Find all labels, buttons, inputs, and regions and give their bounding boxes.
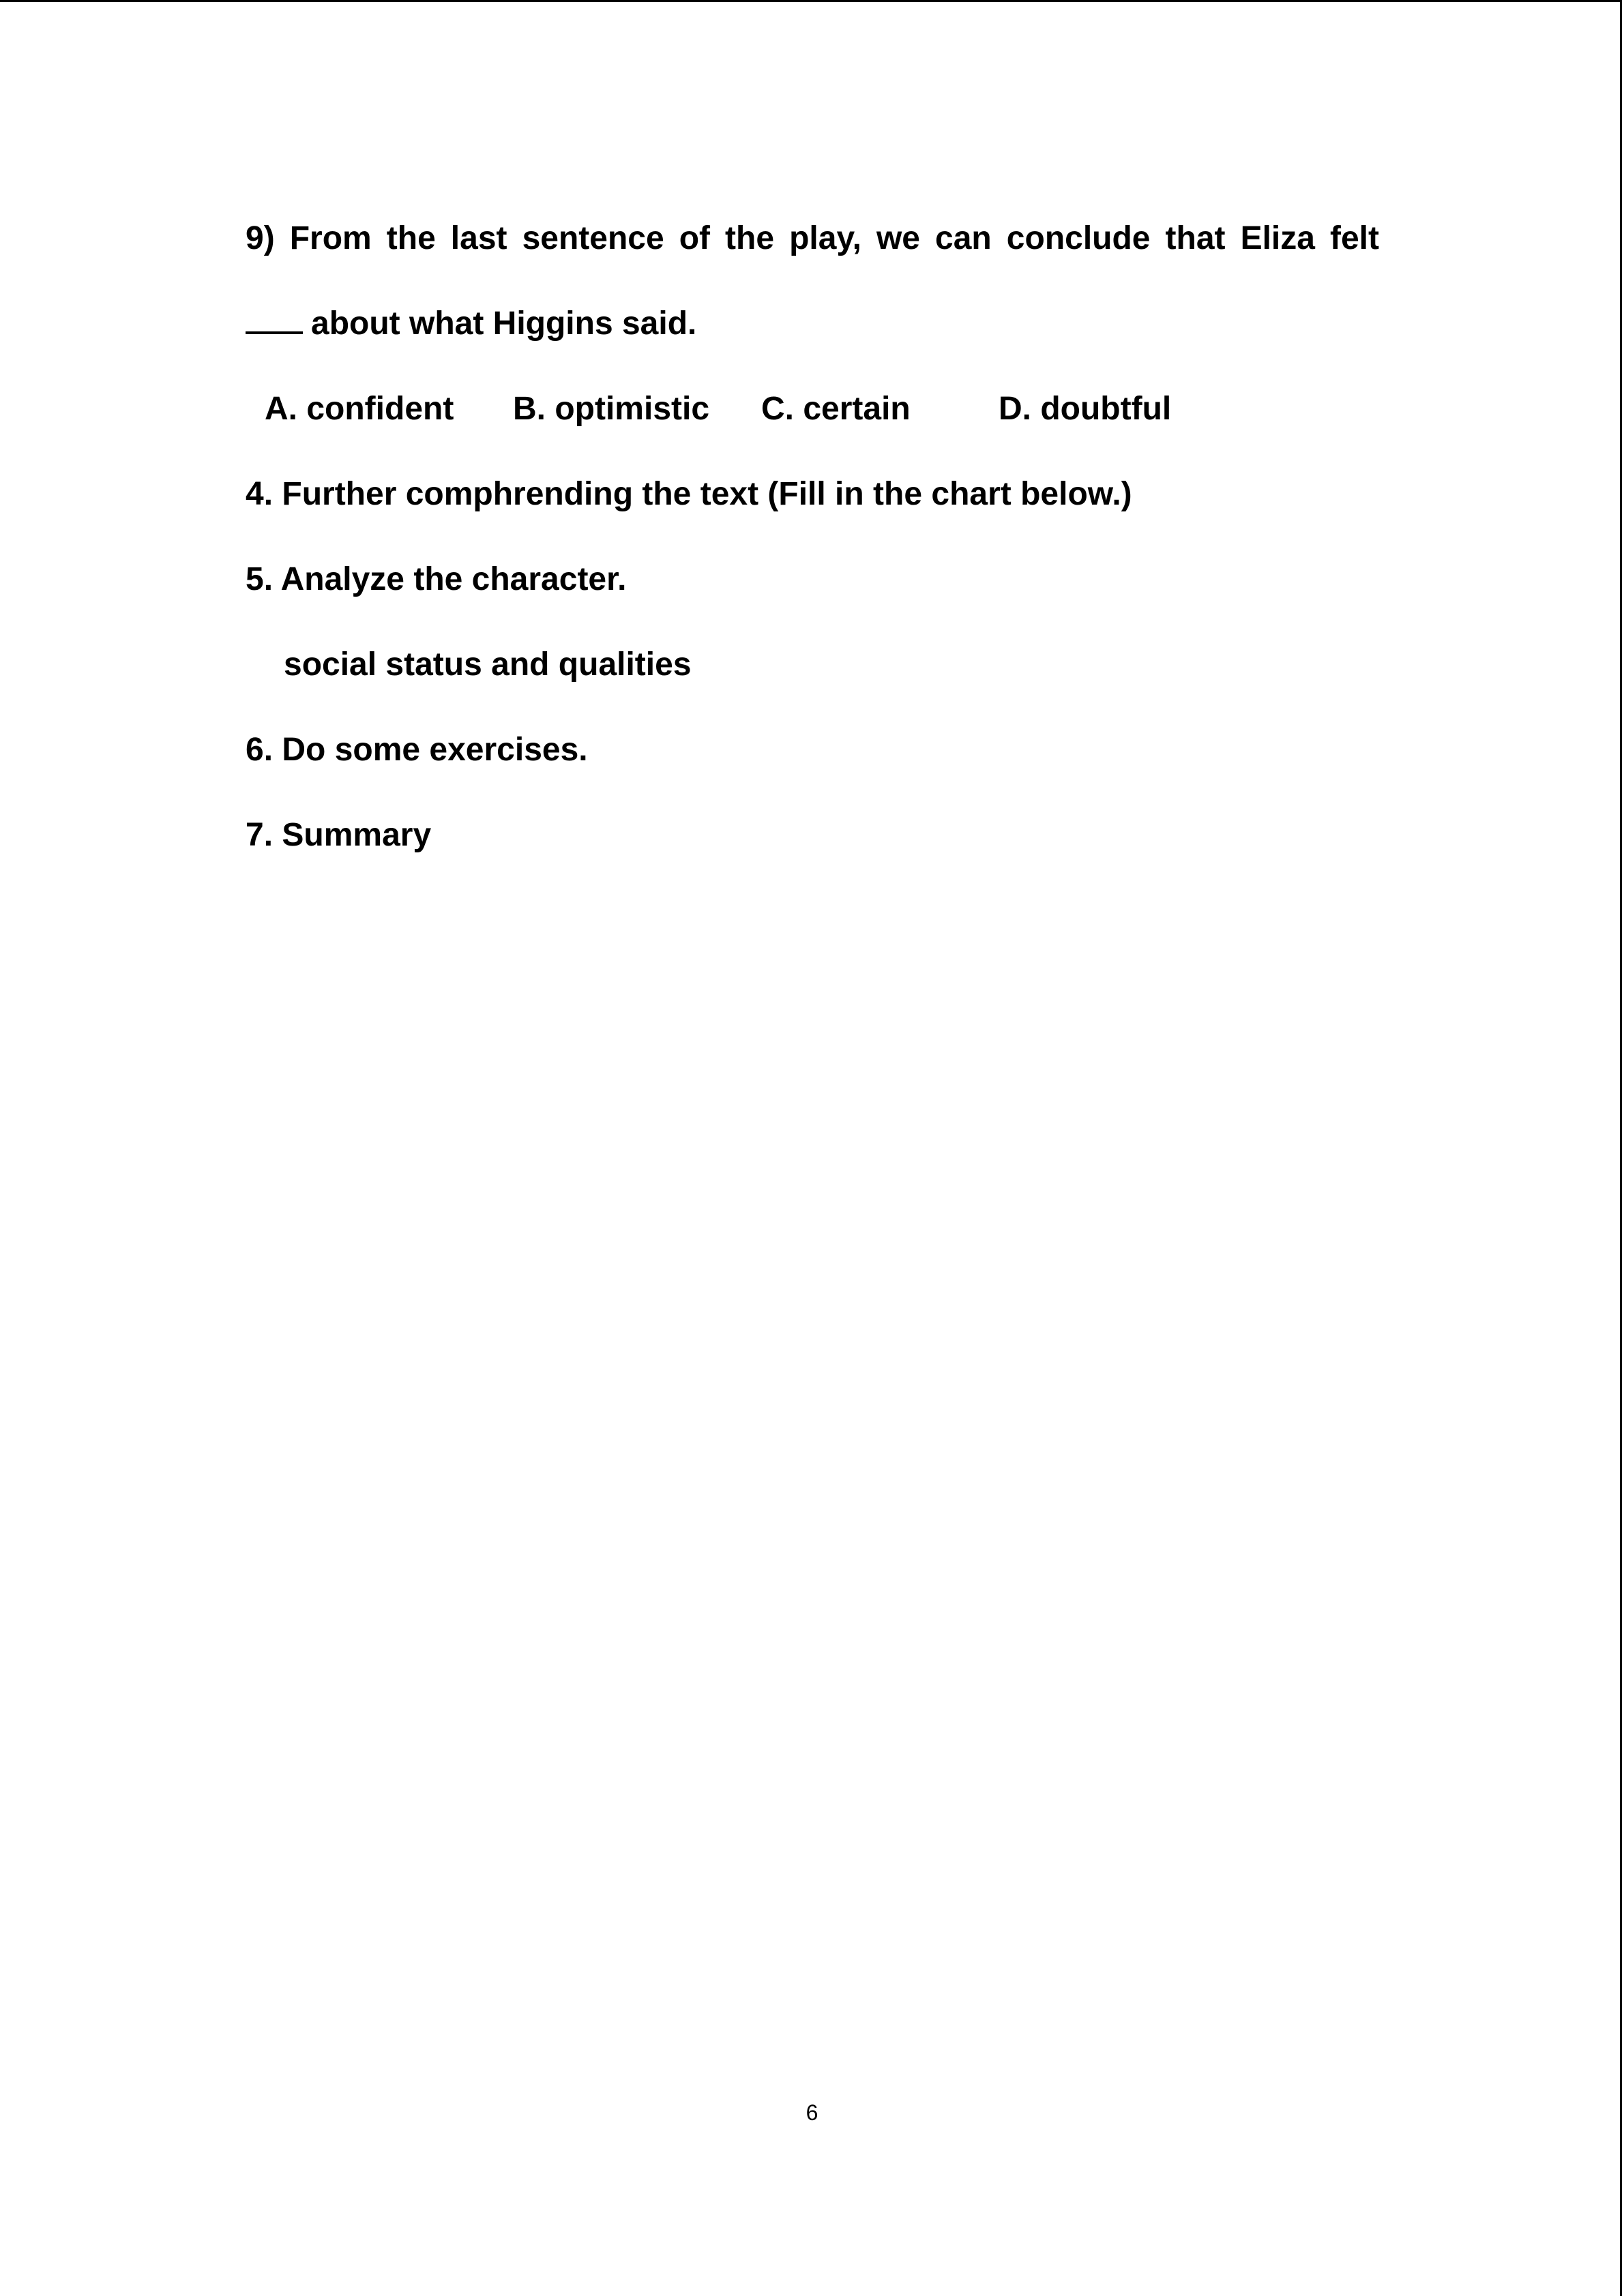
answer-options xyxy=(246,375,1379,460)
option-b: B. optimistic xyxy=(513,391,710,427)
item-5-subheading: social status and qualities xyxy=(284,646,692,683)
option-a: A. confident xyxy=(265,391,454,427)
question-9-line-2-text: about what Higgins said. xyxy=(311,305,697,342)
item-4-heading: 4. Further comphrending the text (Fill in the chart below.) xyxy=(246,476,1132,512)
item-5-heading: 5. Analyze the character. xyxy=(246,561,627,597)
item-6-heading: 6. Do some exercises. xyxy=(246,732,588,768)
item-7-heading: 7. Summary xyxy=(246,817,432,853)
question-9-line-1: 9) From the last sentence of the play, we can conclude that Eliza felt xyxy=(246,220,1379,256)
option-d: D. doubtful xyxy=(999,391,1172,427)
document-body xyxy=(246,205,1379,886)
option-c: C. certain xyxy=(761,391,911,427)
page-number: 6 xyxy=(806,2100,818,2125)
question-9-line-2 xyxy=(246,290,1379,375)
answer-blank xyxy=(246,293,303,334)
